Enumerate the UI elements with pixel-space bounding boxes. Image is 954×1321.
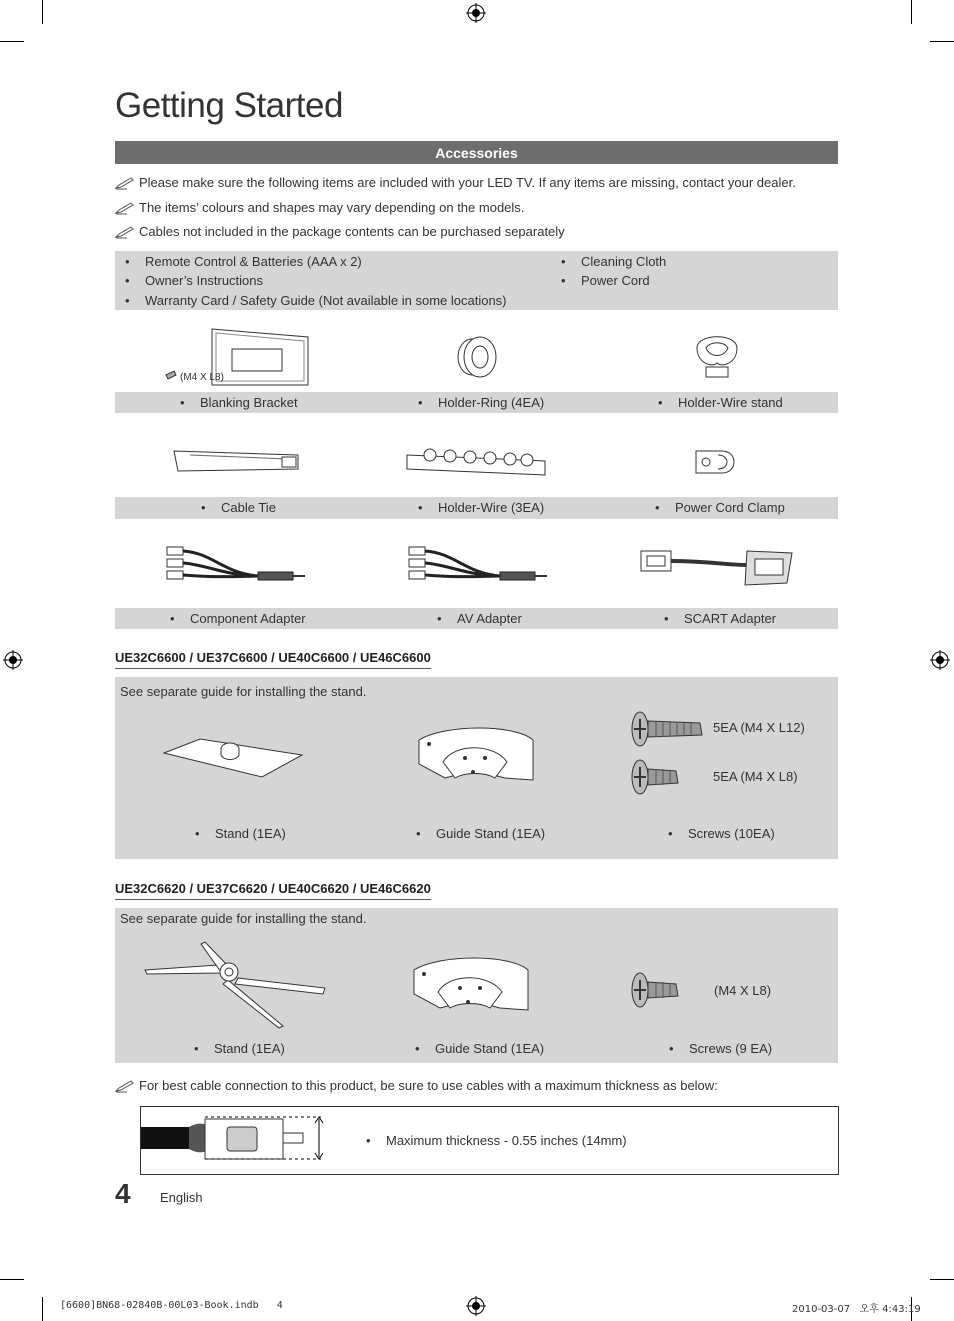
cable-tie-image xyxy=(170,447,302,475)
list-item: • Remote Control & Batteries (AAA x 2) xyxy=(145,254,362,269)
list-item: • Owner’s Instructions xyxy=(145,273,263,288)
screw-size-label: (M4 X L8) xyxy=(714,983,772,998)
crop-mark xyxy=(0,1279,24,1280)
note xyxy=(115,224,565,239)
list-item: • Holder-Wire stand xyxy=(678,395,783,410)
crop-mark xyxy=(0,41,24,42)
holder-wire-image xyxy=(405,443,550,478)
note xyxy=(115,1078,718,1093)
pencil-note-icon xyxy=(115,1079,135,1093)
holder-wire-stand-image xyxy=(692,333,742,383)
note-text: For best cable connection to this product, be sure to use cables with a maximum thickness as below: xyxy=(139,1078,718,1093)
list-item: • Screws (9 EA) xyxy=(689,1041,772,1056)
screw-size-label: (M4 X L8) xyxy=(180,372,224,383)
list-item: • Cleaning Cloth xyxy=(581,254,666,269)
note-text: Cables not included in the package contents can be purchased separately xyxy=(139,224,565,239)
guide-stand-image xyxy=(410,952,535,1017)
pencil-note-icon xyxy=(115,225,135,239)
list-item: • Cable Tie xyxy=(221,500,276,515)
registration-mark-icon xyxy=(3,650,23,670)
list-item: • Screws (10EA) xyxy=(688,826,775,841)
av-adapter-image xyxy=(405,543,550,588)
model-heading: UE32C6600 / UE37C6600 / UE40C6600 / UE46C6600 xyxy=(115,650,431,669)
stand-base-image xyxy=(162,735,307,780)
list-item: • Warranty Card / Safety Guide (Not available in some locations) xyxy=(145,293,507,308)
crop-mark xyxy=(42,1297,43,1321)
crop-mark xyxy=(930,1279,954,1280)
footer-filename: [6600]BN68-02840B-00L03-Book.indb 4 xyxy=(60,1300,283,1311)
page-number: 4 xyxy=(115,1178,131,1209)
pencil-note-icon xyxy=(115,176,135,190)
list-item: • Holder-Wire (3EA) xyxy=(438,500,544,515)
registration-mark-icon xyxy=(466,3,486,23)
language-label: English xyxy=(160,1190,203,1205)
swivel-stand-image xyxy=(143,940,328,1030)
guide-note: See separate guide for installing the stand. xyxy=(120,684,367,699)
list-item: • SCART Adapter xyxy=(684,611,776,626)
list-item: • Component Adapter xyxy=(190,611,306,626)
holder-ring-image xyxy=(452,335,502,380)
crop-mark xyxy=(911,0,912,24)
screw-l12-image xyxy=(630,710,705,748)
screw-l8-image xyxy=(630,758,685,796)
list-item: • Guide Stand (1EA) xyxy=(436,826,545,841)
list-item: • Guide Stand (1EA) xyxy=(435,1041,544,1056)
note xyxy=(115,175,796,190)
note-text: The items’ colours and shapes may vary depending on the models. xyxy=(139,200,525,215)
list-item: • Maximum thickness - 0.55 inches (14mm) xyxy=(386,1133,627,1148)
list-item: • AV Adapter xyxy=(457,611,522,626)
crop-mark xyxy=(42,0,43,24)
scart-adapter-image xyxy=(637,545,797,590)
list-item: • Power Cord xyxy=(581,273,650,288)
pencil-note-icon xyxy=(115,201,135,215)
note-text: Please make sure the following items are included with your LED TV. If any items are missing, contact your dealer. xyxy=(139,175,796,190)
screw-size-label: 5EA (M4 X L12) xyxy=(713,720,805,735)
list-item: • Power Cord Clamp xyxy=(675,500,785,515)
guide-stand-image xyxy=(415,722,540,787)
registration-mark-icon xyxy=(466,1296,486,1316)
power-cord-clamp-image xyxy=(692,447,742,477)
list-item: • Stand (1EA) xyxy=(214,1041,285,1056)
note xyxy=(115,200,524,215)
guide-note: See separate guide for installing the stand. xyxy=(120,911,367,926)
page-title: Getting Started xyxy=(115,86,343,125)
list-item: • Holder-Ring (4EA) xyxy=(438,395,544,410)
registration-mark-icon xyxy=(930,650,950,670)
list-item: • Blanking Bracket xyxy=(200,395,298,410)
screw-size-label: 5EA (M4 X L8) xyxy=(713,769,798,784)
cable-plug-image xyxy=(141,1113,331,1165)
section-heading: Accessories xyxy=(115,141,838,164)
crop-mark xyxy=(930,41,954,42)
footer-timestamp: 2010-03-07 오후 4:43:19 xyxy=(792,1304,921,1315)
model-heading: UE32C6620 / UE37C6620 / UE40C6620 / UE46C6620 xyxy=(115,881,431,900)
screw-image xyxy=(630,971,685,1009)
list-item: • Stand (1EA) xyxy=(215,826,286,841)
component-adapter-image xyxy=(163,543,308,588)
